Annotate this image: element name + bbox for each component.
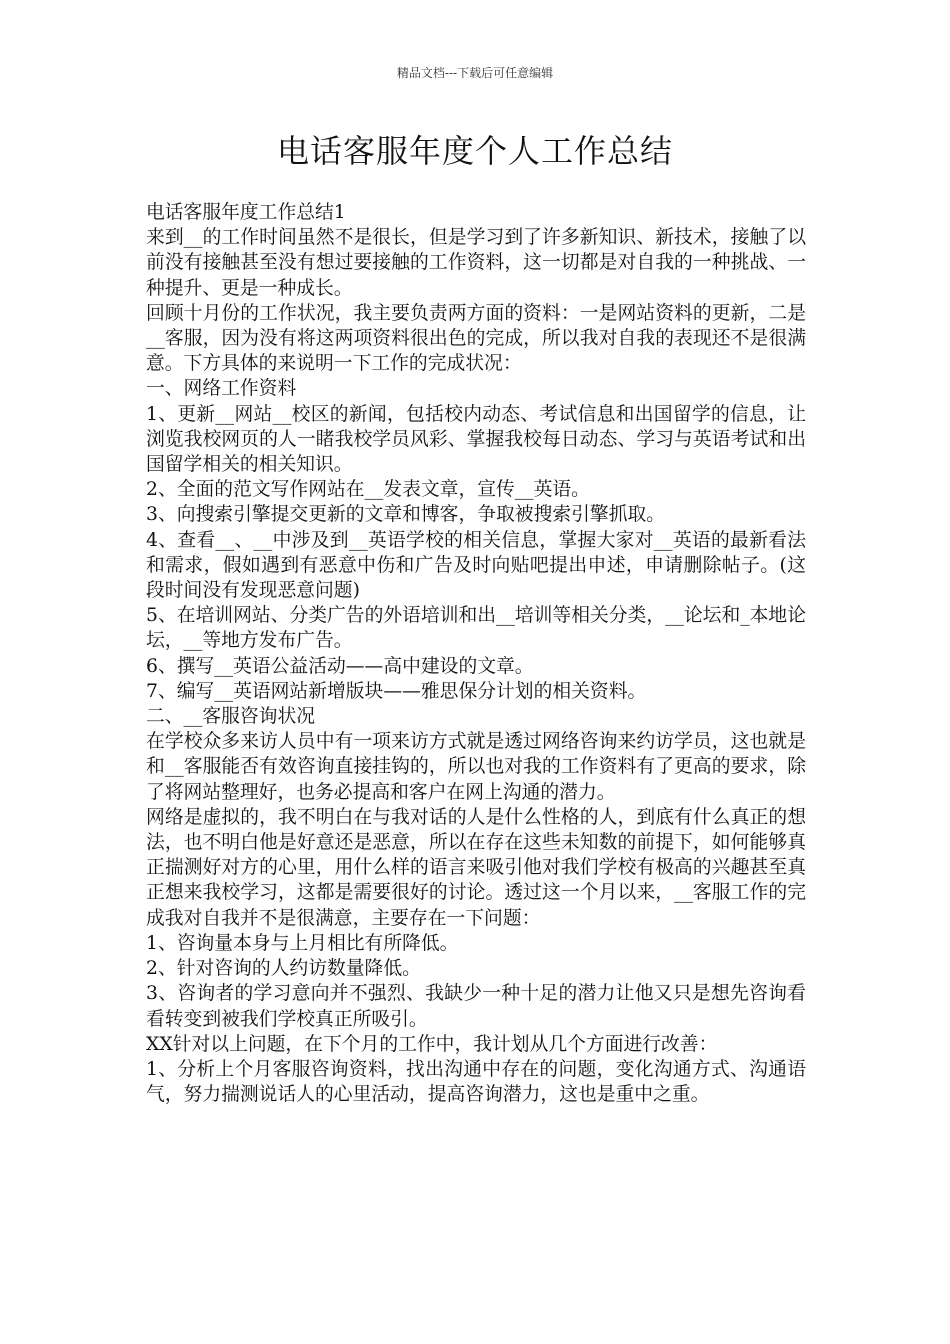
- list-item: 6、撰写__英语公益活动——高中建设的文章。: [146, 655, 534, 677]
- list-item: 2、全面的范文写作网站在__发表文章，宣传__英语。: [146, 479, 590, 501]
- header-note: 精品文档---下载后可任意编辑: [396, 66, 554, 80]
- list-item: 2、针对咨询的人约访数量降低。: [146, 958, 421, 980]
- list-item: 3、向搜索引擎提交更新的文章和博客，争取被搜索引擎抓取。: [146, 504, 666, 526]
- paragraph: 网络是虚拟的，我不明白在与我对话的人是什么性格的人，到底有什么真正的想法，也不明白他是好意还是恶意，所以在存在这些未知数的前提下，如何能够真正揣测好对方的心里，用什么样的语言来吸引他对我们学校有极高的兴趣甚至真正想来我校学习，这都是需要很好的讨论。透过这一个月以来，__客服工作的完成我对自我并不是很满意，主要存在一下问题：: [146, 806, 806, 929]
- paragraph: XX针对以上问题，在下个月的工作中，我计划从几个方面进行改善：: [146, 1033, 718, 1055]
- list-item: 4、查看__、__中涉及到__英语学校的相关信息，掌握大家对__英语的最新看法和需求，假如遇到有恶意中伤和广告及时向贴吧提出申述，申请删除帖子。(这段时间没有发现恶意问题): [146, 529, 806, 602]
- document-title: 电话客服年度个人工作总结: [276, 132, 673, 170]
- paragraph: 回顾十月份的工作状况，我主要负责两方面的资料：一是网站资料的更新，二是__客服，因为没有将这两项资料很出色的完成，所以我对自我的表现还不是很满意。下方具体的来说明一下工作的完成状况：: [146, 302, 806, 375]
- list-item: 7、编写__英语网站新增版块——雅思保分计划的相关资料。: [146, 680, 647, 702]
- paragraph: 来到__的工作时间虽然不是很长，但是学习到了许多新知识、新技术，接触了以前没有接触甚至没有想过要接触的工作资料，这一切都是对自我的一种挑战、一种提升、更是一种成长。: [146, 227, 806, 299]
- list-item: 1、咨询量本身与上月相比有所降低。: [146, 932, 459, 954]
- section-heading: 二、__客服咨询状况: [146, 706, 316, 728]
- list-item: 1、分析上个月客服咨询资料，找出沟通中存在的问题，变化沟通方式、沟通语气，努力揣测说话人的心里活动，提高咨询潜力，这也是重中之重。: [146, 1058, 806, 1106]
- section-heading: 一、网络工作资料: [146, 378, 297, 400]
- list-item: 1、更新__网站__校区的新闻，包括校内动态、考试信息和出国留学的信息，让浏览我校网页的人一睹我校学员风彩、掌握我校每日动态、学习与英语考试和出国留学相关的相关知识。: [146, 403, 806, 476]
- list-item: 3、咨询者的学习意向并不强烈、我缺少一种十足的潜力让他又只是想先咨询看看转变到被我们学校真正所吸引。: [146, 983, 806, 1030]
- document-body: [146, 200, 806, 1107]
- list-item: 5、在培训网站、分类广告的外语培训和出__培训等相关分类，__论坛和_本地论坛，__等地方发布广告。: [146, 605, 806, 652]
- section-subtitle: 电话客服年度工作总结1: [146, 202, 346, 223]
- paragraph: 在学校众多来访人员中有一项来访方式就是透过网络咨询来约访学员，这也就是和__客服能否有效咨询直接挂钩的，所以也对我的工作资料有了更高的要求，除了将网站整理好，也务必提高和客户在网上沟通的潜力。: [146, 731, 806, 803]
